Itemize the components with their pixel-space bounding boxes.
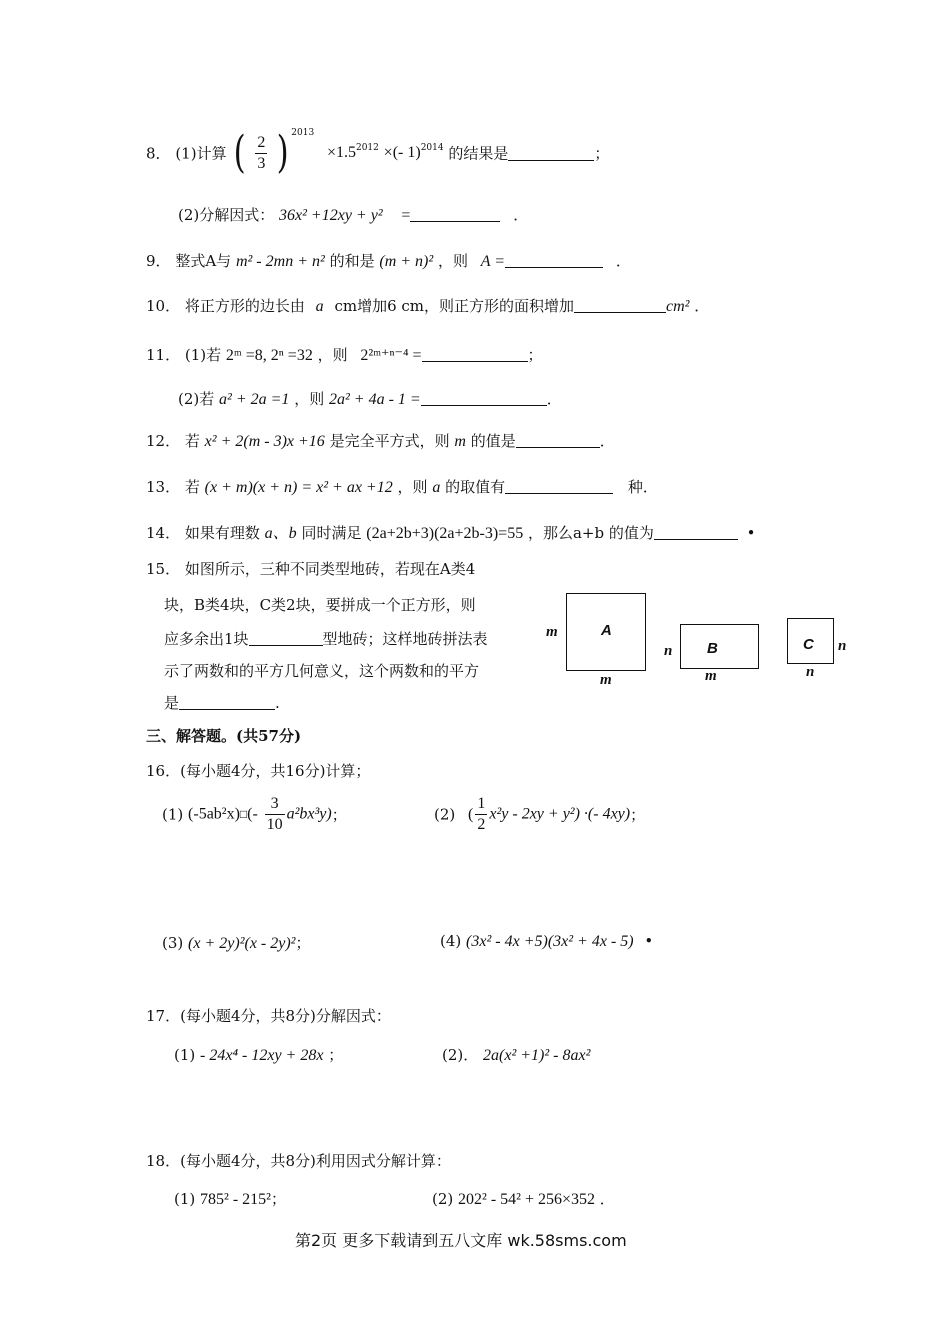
q8-p1-suffix: 的结果是 bbox=[448, 144, 509, 163]
q12-t3: 的值是 bbox=[470, 432, 516, 450]
q16-p2-label: (2) bbox=[434, 805, 456, 824]
q8-p2-eq: = bbox=[401, 207, 411, 224]
q8-part1 bbox=[146, 128, 609, 178]
q11-p2-prefix: (2)若 bbox=[178, 390, 215, 408]
answer-blank bbox=[508, 146, 594, 161]
tile-b-side: n bbox=[664, 643, 673, 659]
q12-t2: 是完全平方式，则 bbox=[329, 432, 450, 450]
q16-p1-c: a²bx³y) bbox=[286, 805, 332, 823]
q12-number: 12． bbox=[146, 432, 181, 450]
q18-p2-expr: 202² - 54² + 256×352 bbox=[458, 1191, 595, 1208]
q13-t1: 若 bbox=[184, 478, 200, 496]
q18-part2 bbox=[432, 1188, 615, 1209]
q16-header: 16．(每小题4分，共16分)计算； bbox=[146, 762, 371, 780]
q17-p2-label: (2)． bbox=[442, 1046, 479, 1064]
page-footer: 第2页 更多下载请到五八文库 wk.58sms.com bbox=[295, 1231, 627, 1250]
q18-p1-end: ； bbox=[270, 1190, 286, 1208]
q17-p2-expr: 2a(x² +1)² - 8ax² bbox=[483, 1047, 591, 1064]
q12 bbox=[146, 430, 615, 451]
q16-part3 bbox=[162, 932, 310, 953]
q8-frac-num: 2 bbox=[255, 135, 267, 154]
answer-blank bbox=[574, 298, 666, 313]
answer-blank bbox=[505, 253, 603, 268]
q10-var: a bbox=[315, 298, 324, 315]
q13 bbox=[146, 476, 658, 497]
q11-p2-t: ，则 bbox=[294, 390, 325, 408]
q8-number: 8． bbox=[146, 144, 171, 163]
q16-p1-frac-den: 10 bbox=[266, 816, 283, 833]
q13-var: a bbox=[432, 479, 441, 496]
q14-number: 14． bbox=[146, 524, 181, 542]
q14-end: • bbox=[746, 524, 756, 542]
q14-t2: 同时满足 bbox=[301, 524, 362, 542]
q13-expr: (x + m)(x + n) = x² + ax +12 bbox=[204, 479, 393, 496]
q9 bbox=[146, 250, 631, 271]
q8-exp2: 2012 bbox=[355, 143, 379, 153]
q11-p1-end: ； bbox=[527, 346, 543, 364]
q8-exp3: 2014 bbox=[420, 143, 444, 153]
q17-part1 bbox=[174, 1044, 343, 1065]
tile-a-label: A bbox=[601, 622, 612, 639]
q17-p1-end: ； bbox=[328, 1046, 344, 1064]
q11-p1-t: ，则 bbox=[317, 346, 348, 364]
q16-p3-end: ； bbox=[295, 934, 311, 952]
tile-b-label: B bbox=[707, 640, 718, 657]
q16-part4 bbox=[440, 932, 653, 951]
q8-p1-end: ； bbox=[594, 144, 610, 163]
q8-p1-prefix: (1)计算 bbox=[175, 144, 227, 163]
q16-p2-b: x²y - 2xy + y²) ·(- 4xy) bbox=[489, 805, 631, 823]
q12-var: m bbox=[454, 433, 466, 450]
q8-p2-end: ． bbox=[513, 206, 529, 224]
q15-line1 bbox=[146, 558, 475, 579]
q13-t3: 的取值有 bbox=[445, 478, 506, 496]
q14-vars: a、b bbox=[264, 525, 297, 542]
q9-expr3: A = bbox=[480, 253, 506, 270]
q11-part2 bbox=[178, 388, 562, 409]
q13-end: 种． bbox=[627, 478, 658, 496]
answer-blank bbox=[410, 207, 500, 222]
q15-line4: 示了两数和的平方几何意义，这个两数和的平方 bbox=[164, 662, 480, 680]
q9-expr1: m² - 2mn + n² bbox=[235, 253, 325, 270]
q8-p2-expr: 36x² +12xy + y² bbox=[279, 207, 383, 224]
answer-blank bbox=[654, 525, 738, 540]
q10 bbox=[146, 295, 709, 316]
q9-t3: ，则 bbox=[437, 252, 468, 270]
q14-t1: 如果有理数 bbox=[184, 524, 260, 542]
q15-line3 bbox=[164, 628, 488, 649]
right-paren: ) bbox=[276, 127, 289, 178]
section-title: 三、解答题。(共57分) bbox=[146, 727, 302, 745]
tile-b-bottom: m bbox=[705, 668, 717, 684]
q16-p3-label: (3) bbox=[162, 934, 184, 952]
q11-part1 bbox=[146, 344, 543, 365]
q16-p2-a: ( bbox=[468, 805, 474, 823]
q11-p2-expr: a² + 2a =1 bbox=[219, 391, 290, 408]
q15-line2: 块，B类4块，C类2块，要拼成一个正方形，则 bbox=[164, 596, 476, 614]
q10-end: ． bbox=[694, 297, 710, 315]
q13-number: 13． bbox=[146, 478, 181, 496]
tile-c-side: n bbox=[838, 638, 847, 654]
q18-p1-label: (1) bbox=[174, 1190, 196, 1208]
q11-number: 11． bbox=[146, 346, 181, 364]
multiply-box-icon: □ bbox=[239, 807, 248, 821]
tile-c-label: C bbox=[803, 636, 814, 653]
left-paren: ( bbox=[233, 127, 246, 178]
q17-header: 17．(每小题4分，共8分)分解因式： bbox=[146, 1007, 391, 1025]
q8-mid: ×1.5 bbox=[326, 144, 356, 161]
q18-p1-expr: 785² - 215² bbox=[200, 1191, 271, 1208]
q17-part2 bbox=[442, 1044, 590, 1065]
q16-part1 bbox=[162, 796, 347, 838]
answer-blank bbox=[422, 347, 528, 362]
q11-p2-expr2: 2a² + 4a - 1 = bbox=[329, 391, 421, 408]
q8-mid2: ×(- 1) bbox=[383, 144, 421, 161]
q14-expr: (2a+2b+3)(2a+2b-3)=55 bbox=[366, 525, 524, 542]
q8-fraction bbox=[255, 135, 267, 172]
q16-p1-end: ； bbox=[331, 806, 347, 824]
q14 bbox=[146, 520, 756, 543]
answer-blank bbox=[421, 391, 547, 406]
q9-expr2: (m + n)² bbox=[379, 253, 434, 270]
q16-p3-expr: (x + 2y)²(x - 2y)² bbox=[188, 935, 296, 952]
q9-number: 9． bbox=[146, 252, 171, 270]
q16-p2-end: ； bbox=[630, 806, 646, 824]
q10-t2: cm增加6 cm，则正方形的面积增加 bbox=[334, 297, 575, 315]
q16-part2 bbox=[434, 796, 645, 838]
q9-t2: 的和是 bbox=[329, 252, 375, 270]
q16-p1-label: (1) bbox=[162, 805, 184, 824]
q8-exp1: 2013 bbox=[291, 128, 315, 138]
q10-unit: cm² bbox=[666, 298, 690, 315]
q18-header: 18．(每小题4分，共8分)利用因式分解计算： bbox=[146, 1152, 451, 1170]
q16-p4-expr: (3x² - 4x +5)(3x² + 4x - 5) bbox=[466, 933, 634, 950]
q18-p2-end: ． bbox=[599, 1190, 615, 1208]
q8-part2 bbox=[178, 204, 528, 225]
answer-blank bbox=[179, 695, 275, 710]
q16-p2-frac-num: 1 bbox=[475, 796, 487, 815]
q15-text-line5b: . bbox=[275, 694, 280, 712]
q12-t1: 若 bbox=[184, 432, 200, 450]
answer-blank bbox=[249, 631, 323, 646]
answer-blank bbox=[516, 433, 600, 448]
q10-t1: 将正方形的边长由 bbox=[184, 297, 305, 315]
q15-number: 15． bbox=[146, 560, 181, 578]
q16-p1-b: (- bbox=[247, 805, 258, 823]
q18-part1 bbox=[174, 1188, 286, 1209]
q12-end: ． bbox=[599, 432, 615, 450]
q16-p1-a: (-5ab²x) bbox=[188, 805, 240, 823]
q16-p2-frac-den: 2 bbox=[477, 816, 486, 833]
tile-a-side: m bbox=[546, 624, 558, 640]
q16-p1-frac-num: 3 bbox=[265, 796, 285, 815]
q11-p1-prefix: (1)若 bbox=[184, 346, 222, 364]
q15-line5 bbox=[164, 692, 280, 713]
q9-t1: 整式A与 bbox=[175, 252, 232, 270]
q8-p2-prefix: (2)分解因式： bbox=[178, 206, 275, 224]
q11-p1-expr2: 2²ᵐ⁺ⁿ⁻⁴ = bbox=[360, 347, 422, 364]
q8-frac-den: 3 bbox=[257, 154, 266, 172]
q16-p4-end: • bbox=[644, 932, 654, 950]
q16-p4-label: (4) bbox=[440, 932, 462, 950]
q16-p1-fraction bbox=[265, 796, 285, 833]
tile-a-bottom: m bbox=[600, 672, 612, 688]
q18-p2-label: (2) bbox=[432, 1190, 454, 1208]
q15-text-line1: 如图所示，三种不同类型地砖，若现在A类4 bbox=[184, 560, 476, 578]
tile-b bbox=[680, 624, 759, 669]
q12-expr: x² + 2(m - 3)x +16 bbox=[204, 433, 325, 450]
q16-p2-fraction bbox=[475, 796, 487, 833]
q10-number: 10． bbox=[146, 297, 181, 315]
q15-text-line5a: 是 bbox=[164, 694, 180, 712]
q15-text-line3b: 型地砖；这样地砖拼法表 bbox=[322, 630, 488, 648]
answer-blank bbox=[505, 479, 613, 494]
q9-end: ． bbox=[615, 252, 631, 270]
tile-c-bottom: n bbox=[806, 664, 815, 680]
q17-p1-label: (1) bbox=[174, 1046, 196, 1064]
q17-p1-expr: - 24x⁴ - 12xy + 28x bbox=[200, 1047, 324, 1064]
q15-text-line3a: 应多余出1块 bbox=[164, 630, 249, 648]
q11-p2-end: ． bbox=[546, 390, 562, 408]
q14-t3: ，那么a+b 的值为 bbox=[527, 524, 654, 542]
q13-t2: ，则 bbox=[397, 478, 428, 496]
q11-p1-expr: 2ᵐ =8, 2ⁿ =32 bbox=[225, 347, 313, 364]
